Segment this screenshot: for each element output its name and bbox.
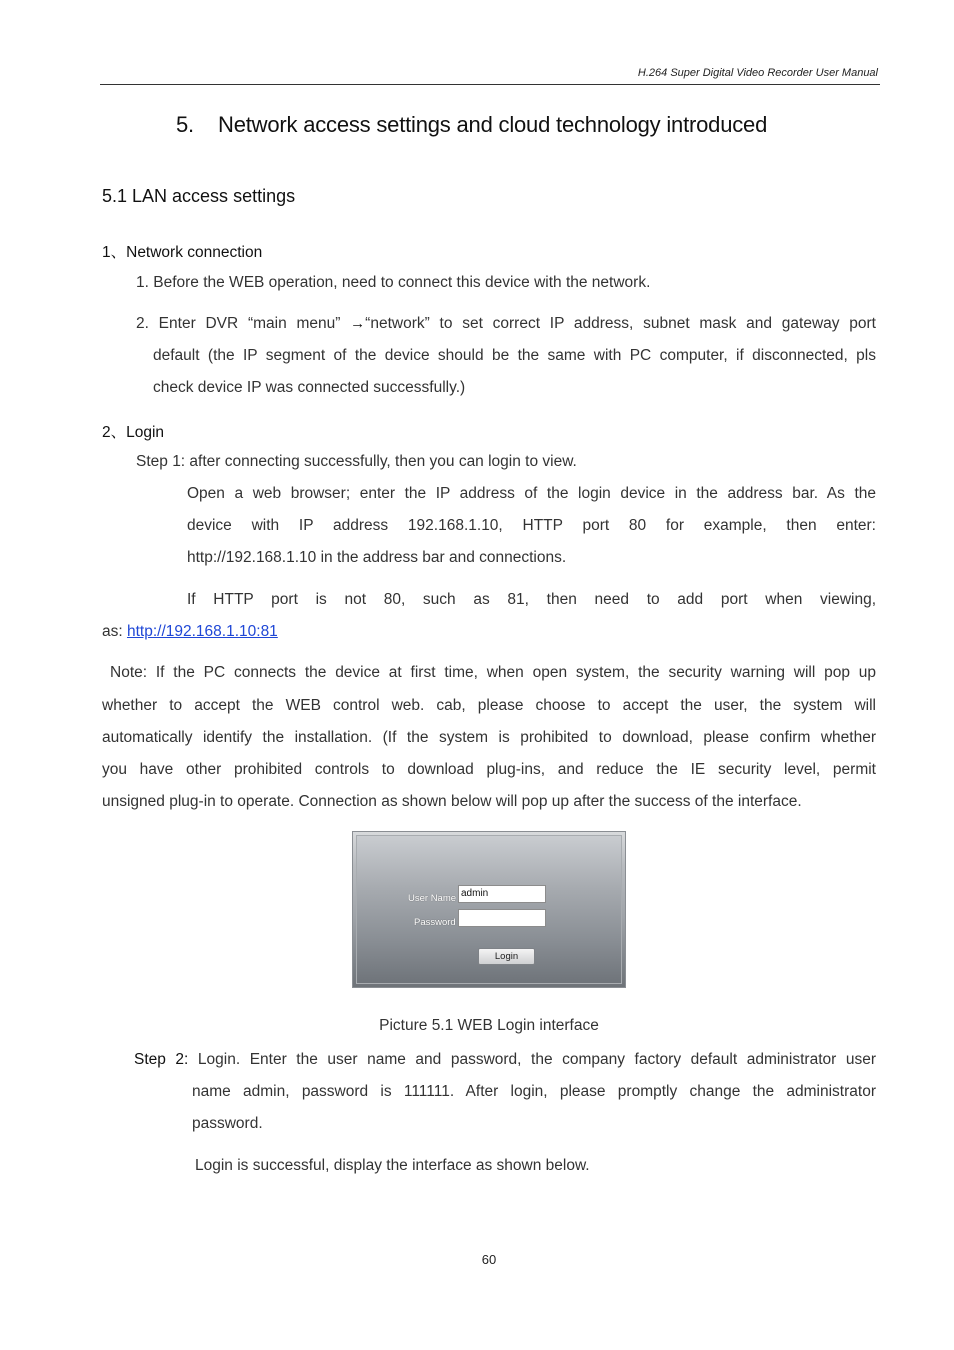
password-input[interactable] — [458, 909, 546, 927]
header-title: H.264 Super Digital Video Recorder User Manual — [637, 67, 878, 79]
step-2-line-1-text: Login. Enter the user name and password, the company factory default administrator user — [188, 1051, 876, 1068]
note-line-3: automatically identify the installation. (If the system is prohibited to download, please confirm whether — [102, 729, 876, 746]
web-login-panel — [356, 835, 622, 984]
password-label: Password — [414, 917, 456, 928]
network-item-2-line-2: default (the IP segment of the device should be the same with PC computer, if disconnected, pls — [153, 347, 876, 364]
login-url-link[interactable]: http://192.168.1.10:81 — [126, 623, 278, 640]
note-line-1: Note: If the PC connects the device at first time, when open system, the security warning will pop up — [110, 664, 876, 681]
login-heading: 2、Login — [102, 424, 165, 441]
login-para-2-line-2 — [102, 616, 278, 648]
chapter-title-text: Network access settings and cloud technology introduced — [218, 112, 768, 137]
page-number: 60 — [481, 1252, 497, 1267]
section-title: 5.1 LAN access settings — [102, 186, 296, 206]
network-item-2-text-b: “network” to set correct IP address, subnet mask and gateway port — [365, 315, 876, 332]
web-login-dialog — [352, 831, 626, 988]
step-2-label: Step 2: — [134, 1051, 189, 1068]
step-2-line-3: password. — [192, 1115, 263, 1132]
note-line-5: unsigned plug-in to operate. Connection as shown below will pop up after the success of the interface. — [102, 793, 802, 810]
note-line-2: whether to accept the WEB control web. cab, please choose to accept the user, the system will — [102, 697, 876, 714]
network-item-2-line-3: check device IP was connected successfully.) — [153, 379, 466, 396]
login-para-2-line-1: If HTTP port is not 80, such as 81, then need to add port when viewing, — [187, 591, 876, 608]
header-rule — [100, 84, 880, 85]
chapter-title — [176, 112, 767, 138]
username-label: User Name — [408, 893, 457, 904]
login-para-2-prefix: as: — [102, 623, 127, 640]
network-item-1: 1. Before the WEB operation, need to connect this device with the network. — [136, 274, 651, 291]
login-para-1-line-2: device with IP address 192.168.1.10, HTTP port 80 for example, then enter: — [187, 517, 876, 534]
login-para-1-line-3: http://192.168.1.10 in the address bar and connections. — [187, 549, 567, 566]
username-input[interactable]: admin — [458, 885, 546, 903]
figure-caption: Picture 5.1 WEB Login interface — [379, 1017, 599, 1034]
note-line-4: you have other prohibited controls to download plug-ins, and reduce the IE security level, permit — [102, 761, 876, 778]
login-step-1: Step 1: after connecting successfully, then you can login to view. — [136, 453, 577, 470]
network-item-2-line-1 — [136, 308, 876, 340]
network-item-2-text-a: 2. Enter DVR “main menu” — [136, 315, 351, 332]
step-2-line-1 — [134, 1044, 876, 1076]
login-para-1-line-1: Open a web browser; enter the IP address of the login device in the address bar. As the — [187, 485, 876, 502]
login-button[interactable]: Login — [478, 948, 535, 965]
network-connection-heading: 1、Network connection — [102, 244, 263, 261]
chapter-number: 5. — [176, 112, 194, 137]
step-2-line-4: Login is successful, display the interface as shown below. — [195, 1157, 590, 1174]
step-2-line-2: name admin, password is 111111. After login, please promptly change the administrator — [192, 1083, 876, 1100]
right-arrow-icon: → — [350, 315, 366, 332]
